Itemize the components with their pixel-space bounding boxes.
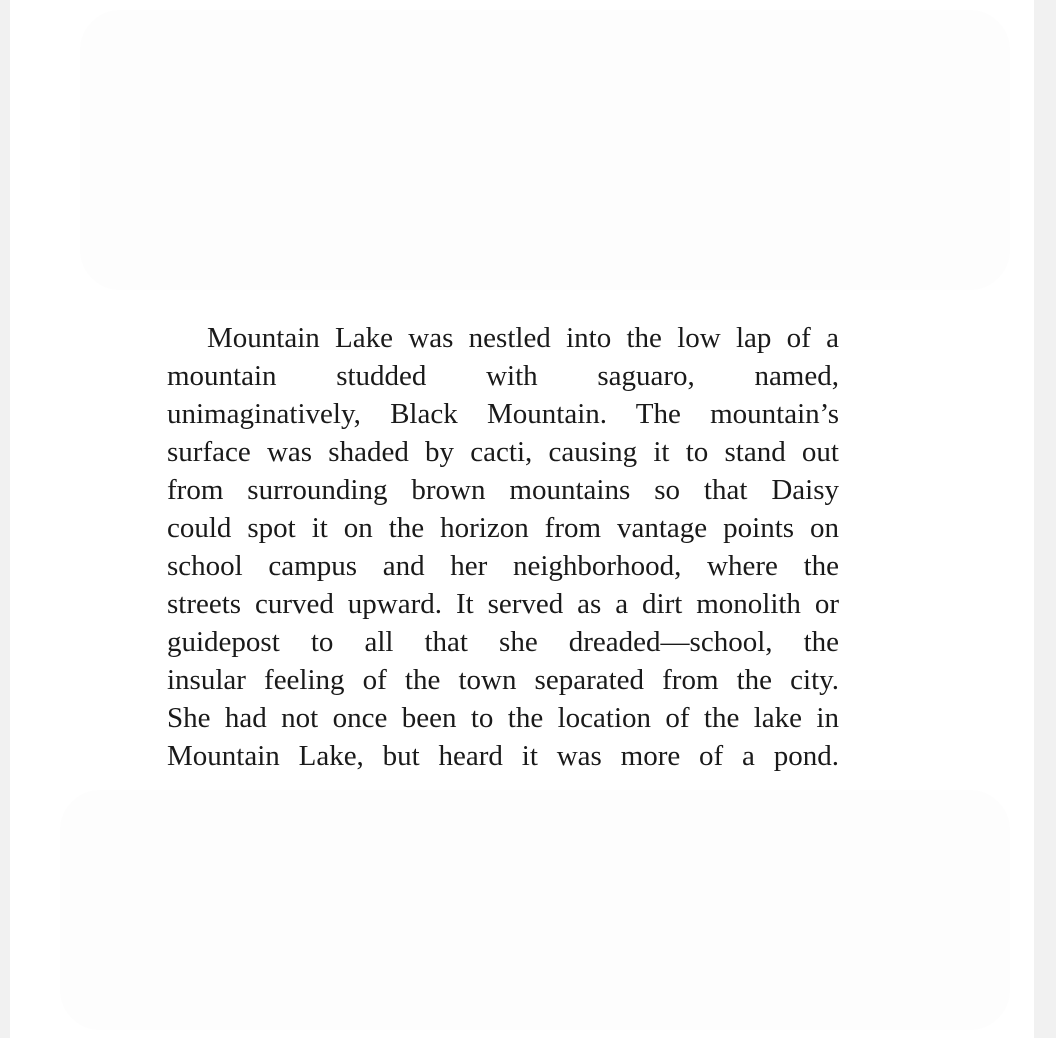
redacted-area-bottom: [60, 790, 1010, 1030]
passage-line-10: insular feeling of the town separated from the city.: [167, 664, 839, 696]
passage-line-12: Mountain Lake, but heard it was more of a pond.: [167, 740, 839, 772]
redacted-area-top: [80, 10, 1010, 290]
passage-line-1: Mountain Lake was nestled into the low lap of a: [207, 322, 839, 354]
document-page: [10, 0, 1034, 1038]
passage-line-2: mountain studded with saguaro, named,: [167, 360, 839, 392]
passage-line-7: school campus and her neighborhood, where the: [167, 550, 839, 582]
passage-line-6: could spot it on the horizon from vantage points on: [167, 512, 839, 544]
passage-line-5: from surrounding brown mountains so that Daisy: [167, 474, 839, 506]
passage-line-8: streets curved upward. It served as a dirt monolith or: [167, 588, 839, 620]
passage-paragraph: [167, 319, 839, 775]
passage-line-11: She had not once been to the location of the lake in: [167, 702, 839, 734]
passage-line-9: guidepost to all that she dreaded—school, the: [167, 626, 839, 658]
passage-line-4: surface was shaded by cacti, causing it to stand out: [167, 436, 839, 468]
passage-line-3: unimaginatively, Black Mountain. The mountain’s: [167, 398, 839, 430]
